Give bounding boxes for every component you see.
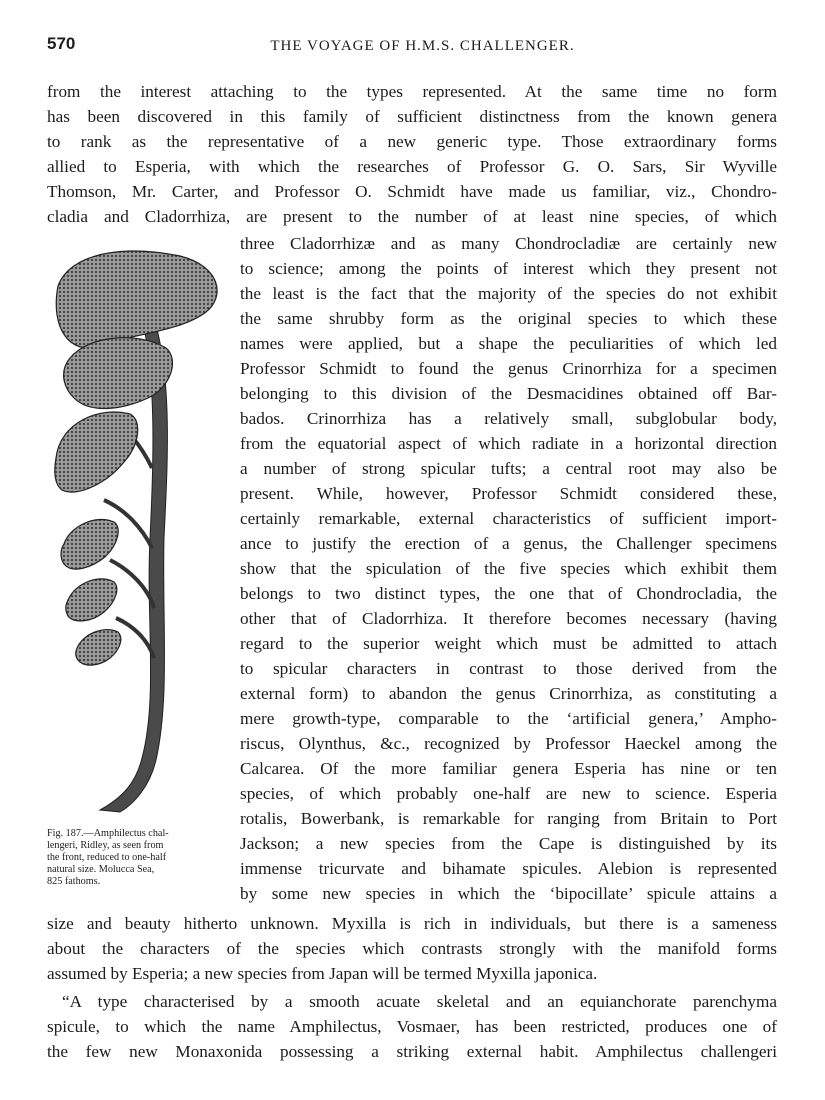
text-line: the least is the fact that the majority of the species do not exhibit — [240, 284, 777, 303]
text-line: mere growth-type, comparable to the ‘artificial genera,’ Ampho- — [240, 709, 777, 728]
text-line: “A type characterised by a smooth acuate skeletal and an equianchorate parenchyma — [62, 992, 777, 1011]
page-number: 570 — [47, 34, 76, 53]
text-line: three Cladorrhizæ and as many Chondrocladiæ are certainly new — [240, 234, 777, 253]
specimen-figure — [30, 238, 230, 818]
specimen-stalk — [110, 560, 154, 608]
text-line: certainly remarkable, external characteristics of sufficient import- — [240, 509, 777, 528]
text-line: a number of strong spicular tufts; a central root may also be — [240, 459, 777, 478]
text-line: cladia and Cladorrhiza, are present to the number of at least nine species, of which — [47, 207, 777, 226]
text-line: Calcarea. Of the more familiar genera Esperia has nine or ten — [240, 759, 777, 778]
text-line: ance to justify the erection of a genus, the Challenger specimens — [240, 534, 777, 553]
text-line: from the equatorial aspect of which radiate in a horizontal direction — [240, 434, 777, 453]
text-line: show that the spiculation of the five species which exhibit them — [240, 559, 777, 578]
specimen-frond — [56, 251, 217, 348]
specimen-stalk — [116, 618, 154, 658]
text-line: the same shrubby form as the original species to which these — [240, 309, 777, 328]
text-line: the few new Monaxonida possessing a striking external habit. Amphilectus challengeri — [47, 1042, 777, 1061]
caption-line: the front, reduced to one-half — [47, 852, 167, 863]
text-line: about the characters of the species which contrasts strongly with the manifold forms — [47, 939, 777, 958]
text-line: allied to Esperia, with which the researches of Professor G. O. Sars, Sir Wyville — [47, 157, 777, 176]
text-line: assumed by Esperia; a new species from Japan will be termed Myxilla japonica. — [47, 964, 598, 983]
figure-caption — [47, 828, 227, 888]
text-line: regard to the superior weight which must be admitted to attach — [240, 634, 777, 653]
text-line: riscus, Olynthus, &c., recognized by Professor Haeckel among the — [240, 734, 777, 753]
text-line: present. While, however, Professor Schmidt considered these, — [240, 484, 777, 503]
text-line: species, of which probably one-half are new to science. Esperia — [240, 784, 777, 803]
running-head: THE VOYAGE OF H.M.S. CHALLENGER. — [270, 38, 575, 54]
text-line: external form) to abandon the genus Crinorrhiza, as constituting a — [240, 684, 777, 703]
text-line: names were applied, but a shape the peculiarities of which led — [240, 334, 777, 353]
caption-line: 825 fathoms. — [47, 876, 101, 887]
specimen-frond — [55, 412, 138, 492]
text-line: other that of Cladorrhiza. It therefore becomes necessary (having — [240, 609, 777, 628]
text-line: belongs to two distinct types, the one that of Chondrocladia, the — [240, 584, 777, 603]
specimen-frond — [76, 630, 121, 665]
text-line: to spicular characters in contrast to those derived from the — [240, 659, 777, 678]
text-line: to rank as the representative of a new generic type. Those extraordinary forms — [47, 132, 777, 151]
caption-line: lengeri, Ridley, as seen from — [47, 840, 164, 851]
text-line: from the interest attaching to the types represented. At the same time no form — [47, 82, 777, 101]
caption-line: Fig. 187.—Amphilectus chal- — [47, 828, 169, 839]
text-line: immense tricurvate and bihamate spicules. Alebion is represented — [240, 859, 777, 878]
text-line: belonging to this division of the Desmacidines obtained off Bar- — [240, 384, 777, 403]
text-line: to science; among the points of interest which they present not — [240, 259, 777, 278]
text-line: Professor Schmidt to found the genus Crinorrhiza for a specimen — [240, 359, 777, 378]
text-line: by some new species in which the ‘bipocillate’ spicule attains a — [240, 884, 777, 903]
text-line: Thomson, Mr. Carter, and Professor O. Schmidt have made us familiar, viz., Chondro- — [47, 182, 777, 201]
text-line: Jackson; a new species from the Cape is distinguished by its — [240, 834, 777, 853]
caption-line: natural size. Molucca Sea, — [47, 864, 155, 875]
text-line: spicule, to which the name Amphilectus, Vosmaer, has been restricted, produces one of — [47, 1017, 777, 1036]
specimen-illustration — [30, 238, 230, 818]
text-line: size and beauty hitherto unknown. Myxilla is rich in individuals, but there is a sameness — [47, 914, 777, 933]
text-line: rotalis, Bowerbank, is remarkable for ranging from Britain to Port — [240, 809, 777, 828]
specimen-frond — [66, 579, 117, 621]
text-line: has been discovered in this family of sufficient distinctness from the known genera — [47, 107, 777, 126]
text-line: bados. Crinorrhiza has a relatively small, subglobular body, — [240, 409, 777, 428]
